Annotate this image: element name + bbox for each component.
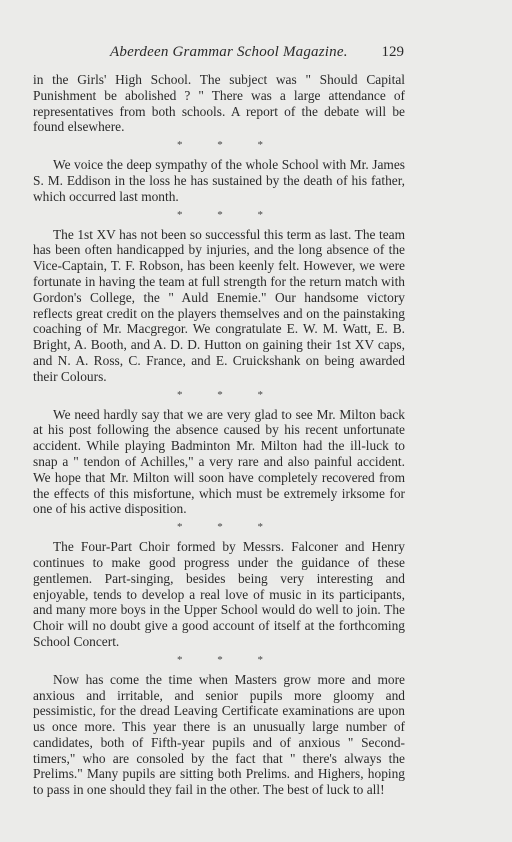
running-head	[58, 44, 404, 64]
paragraph-rugby: The 1st XV has not been so successful this term as last. The team has been often handicapped by injuries, and the long absence of the Vice-Captain, T. F. Robson, has been keenly felt. However, we were fortunate in having the team at full strength for the return match with Gordon's College, the " Auld Enemie." Our handsome victory reflects great credit on the players themselves and on the painstaking coaching of Mr. Macgregor. We congratulate E. W. M. Watt, E. B. Bright, A. Booth, and A. D. D. Hutton on gaining their 1st XV caps, and N. A. Ross, C. France, and E. Cruickshank on being awarded their Colours.	[33, 226, 405, 384]
asterism-separator: * * *	[177, 139, 279, 152]
asterism-separator: * * *	[177, 208, 279, 221]
asterism-separator: * * *	[177, 521, 279, 534]
paragraph-choir: The Four-Part Choir formed by Messrs. Falconer and Henry continues to make good progress under the guidance of these gentlemen. Part-singing, besides being very interesting and enjoyable, tends to develop a real love of music in its participants, and many more boys in the Upper School would do well to join. The Choir will no doubt give a good account of itself at the forthcoming School Concert.	[33, 539, 405, 649]
running-title: Aberdeen Grammar School Magazine.	[110, 44, 348, 60]
asterism-separator: * * *	[177, 388, 279, 401]
page-number: 129	[381, 44, 404, 60]
paragraph-mr-milton: We need hardly say that we are very glad to see Mr. Milton back at his post following the absence caused by his recent unfortunate accident. While playing Badminton Mr. Milton had the ill-luck to snap a " tendon of Achilles," a very rare and also painful accident. We hope that Mr. Milton will soon have completely recovered from the effects of this misfortune, which must be extremely irksome for one of his active disposition.	[33, 406, 405, 517]
asterism-separator: * * *	[177, 653, 279, 666]
article-body	[33, 72, 405, 798]
paragraph-examinations: Now has come the time when Masters grow more and more anxious and irritable, and senior pupils more gloomy and pessimistic, for the dread Leaving Certificate examinations are upon us once more. This year there is an unusually large number of candidates, both of Fifth-year pupils and of anxious " Second-timers," who are consoled by the fact that " there's always the Prelims." Many pupils are sitting both Prelims. and Highers, hoping to pass in one should they fail in the other. The best of luck to all!	[33, 671, 405, 798]
paragraph-debate: in the Girls' High School. The subject was " Should Capital Punishment be abolished ? " There was a large attendance of representatives from both schools. A report of the debate will be found elsewhere.	[33, 72, 405, 135]
paragraph-sympathy: We voice the deep sympathy of the whole School with Mr. James S. M. Eddison in the loss he has sustained by the death of his father, which occurred last month.	[33, 157, 405, 204]
